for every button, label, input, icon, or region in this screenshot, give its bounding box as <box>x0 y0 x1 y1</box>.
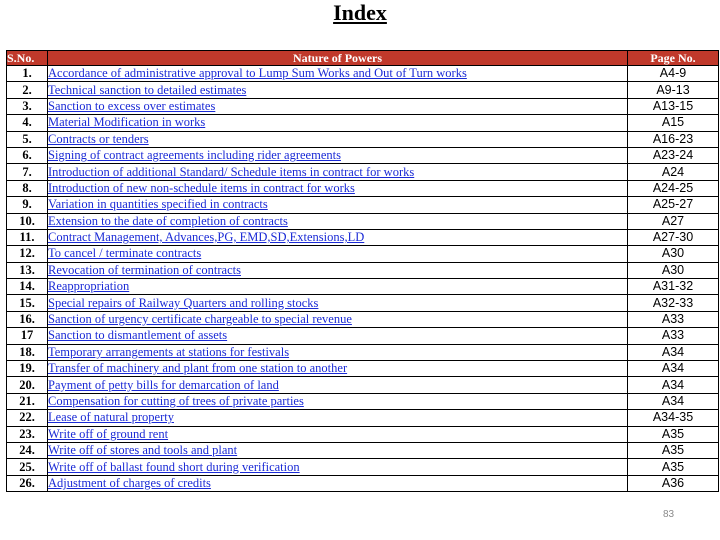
table-row <box>7 66 719 82</box>
row-nature-link[interactable]: Sanction to dismantlement of assets <box>48 328 628 344</box>
header-nature-of-powers: Nature of Powers <box>48 51 628 66</box>
row-nature-link[interactable]: Lease of natural property <box>48 410 628 426</box>
row-nature-link[interactable]: Accordance of administrative approval to Lump Sum Works and Out of Turn works <box>48 66 628 82</box>
row-page-no: A34 <box>628 377 719 393</box>
table-row <box>7 147 719 163</box>
row-page-no: A23-24 <box>628 147 719 163</box>
table-row <box>7 213 719 229</box>
row-sno: 20. <box>7 377 48 393</box>
row-page-no: A30 <box>628 246 719 262</box>
table-row <box>7 115 719 131</box>
header-page-no: Page No. <box>628 51 719 66</box>
row-page-no: A35 <box>628 426 719 442</box>
table-row <box>7 279 719 295</box>
row-sno: 14. <box>7 279 48 295</box>
index-table <box>6 50 719 492</box>
slide-number: 83 <box>663 509 675 520</box>
row-page-no: A24 <box>628 164 719 180</box>
row-page-no: A25-27 <box>628 197 719 213</box>
table-row <box>7 361 719 377</box>
row-nature-link[interactable]: Variation in quantities specified in contracts <box>48 197 628 213</box>
table-row <box>7 262 719 278</box>
row-nature-link[interactable]: Compensation for cutting of trees of private parties <box>48 393 628 409</box>
row-page-no: A34 <box>628 361 719 377</box>
header-sno: S.No. <box>7 51 48 66</box>
row-nature-link[interactable]: Introduction of additional Standard/ Schedule items in contract for works <box>48 164 628 180</box>
table-row <box>7 164 719 180</box>
row-page-no: A4-9 <box>628 66 719 82</box>
row-page-no: A34 <box>628 344 719 360</box>
row-nature-link[interactable]: Reappropriation <box>48 279 628 295</box>
row-page-no: A31-32 <box>628 279 719 295</box>
row-nature-link[interactable]: To cancel / terminate contracts <box>48 246 628 262</box>
row-page-no: A13-15 <box>628 98 719 114</box>
row-page-no: A33 <box>628 311 719 327</box>
row-nature-link[interactable]: Write off of stores and tools and plant <box>48 442 628 458</box>
row-nature-link[interactable]: Transfer of machinery and plant from one station to another <box>48 361 628 377</box>
row-page-no: A33 <box>628 328 719 344</box>
row-page-no: A24-25 <box>628 180 719 196</box>
row-nature-link[interactable]: Revocation of termination of contracts <box>48 262 628 278</box>
table-row <box>7 475 719 491</box>
row-sno: 18. <box>7 344 48 360</box>
row-sno: 9. <box>7 197 48 213</box>
table-row <box>7 98 719 114</box>
row-page-no: A30 <box>628 262 719 278</box>
table-row <box>7 393 719 409</box>
table-row <box>7 131 719 147</box>
row-page-no: A35 <box>628 459 719 475</box>
row-sno: 16. <box>7 311 48 327</box>
row-nature-link[interactable]: Adjustment of charges of credits <box>48 475 628 491</box>
table-row <box>7 246 719 262</box>
row-sno: 5. <box>7 131 48 147</box>
row-sno: 25. <box>7 459 48 475</box>
row-sno: 11. <box>7 229 48 245</box>
row-sno: 22. <box>7 410 48 426</box>
row-page-no: A27 <box>628 213 719 229</box>
table-row <box>7 442 719 458</box>
row-page-no: A9-13 <box>628 82 719 98</box>
table-header-row <box>7 51 719 66</box>
row-page-no: A32-33 <box>628 295 719 311</box>
table-row <box>7 426 719 442</box>
row-sno: 1. <box>7 66 48 82</box>
row-page-no: A15 <box>628 115 719 131</box>
table-row <box>7 197 719 213</box>
row-sno: 7. <box>7 164 48 180</box>
row-nature-link[interactable]: Contract Management, Advances,PG, EMD,SD,Extensions,LD <box>48 229 628 245</box>
row-sno: 4. <box>7 115 48 131</box>
row-page-no: A34-35 <box>628 410 719 426</box>
row-page-no: A16-23 <box>628 131 719 147</box>
row-nature-link[interactable]: Sanction to excess over estimates <box>48 98 628 114</box>
row-nature-link[interactable]: Write off of ground rent <box>48 426 628 442</box>
row-page-no: A36 <box>628 475 719 491</box>
row-sno: 17 <box>7 328 48 344</box>
row-sno: 6. <box>7 147 48 163</box>
row-sno: 15. <box>7 295 48 311</box>
row-sno: 23. <box>7 426 48 442</box>
table-row <box>7 459 719 475</box>
row-nature-link[interactable]: Signing of contract agreements including rider agreements <box>48 147 628 163</box>
row-nature-link[interactable]: Material Modification in works <box>48 115 628 131</box>
table-row <box>7 180 719 196</box>
row-nature-link[interactable]: Introduction of new non-schedule items in contract for works <box>48 180 628 196</box>
table-row <box>7 311 719 327</box>
row-sno: 26. <box>7 475 48 491</box>
table-row <box>7 229 719 245</box>
row-page-no: A35 <box>628 442 719 458</box>
row-nature-link[interactable]: Extension to the date of completion of contracts <box>48 213 628 229</box>
row-sno: 13. <box>7 262 48 278</box>
table-row <box>7 328 719 344</box>
row-nature-link[interactable]: Write off of ballast found short during verification <box>48 459 628 475</box>
row-sno: 24. <box>7 442 48 458</box>
row-sno: 10. <box>7 213 48 229</box>
row-nature-link[interactable]: Special repairs of Railway Quarters and rolling stocks <box>48 295 628 311</box>
row-page-no: A27-30 <box>628 229 719 245</box>
page-title: Index <box>333 0 387 25</box>
row-sno: 21. <box>7 393 48 409</box>
row-nature-link[interactable]: Temporary arrangements at stations for festivals <box>48 344 628 360</box>
row-nature-link[interactable]: Technical sanction to detailed estimates <box>48 82 628 98</box>
row-sno: 12. <box>7 246 48 262</box>
table-row <box>7 410 719 426</box>
row-sno: 3. <box>7 98 48 114</box>
row-sno: 19. <box>7 361 48 377</box>
row-nature-link[interactable]: Payment of petty bills for demarcation of land <box>48 377 628 393</box>
table-row <box>7 295 719 311</box>
table-row <box>7 82 719 98</box>
row-nature-link[interactable]: Contracts or tenders <box>48 131 628 147</box>
row-nature-link[interactable]: Sanction of urgency certificate chargeable to special revenue <box>48 311 628 327</box>
table-row <box>7 344 719 360</box>
row-sno: 2. <box>7 82 48 98</box>
table-row <box>7 377 719 393</box>
row-sno: 8. <box>7 180 48 196</box>
row-page-no: A34 <box>628 393 719 409</box>
